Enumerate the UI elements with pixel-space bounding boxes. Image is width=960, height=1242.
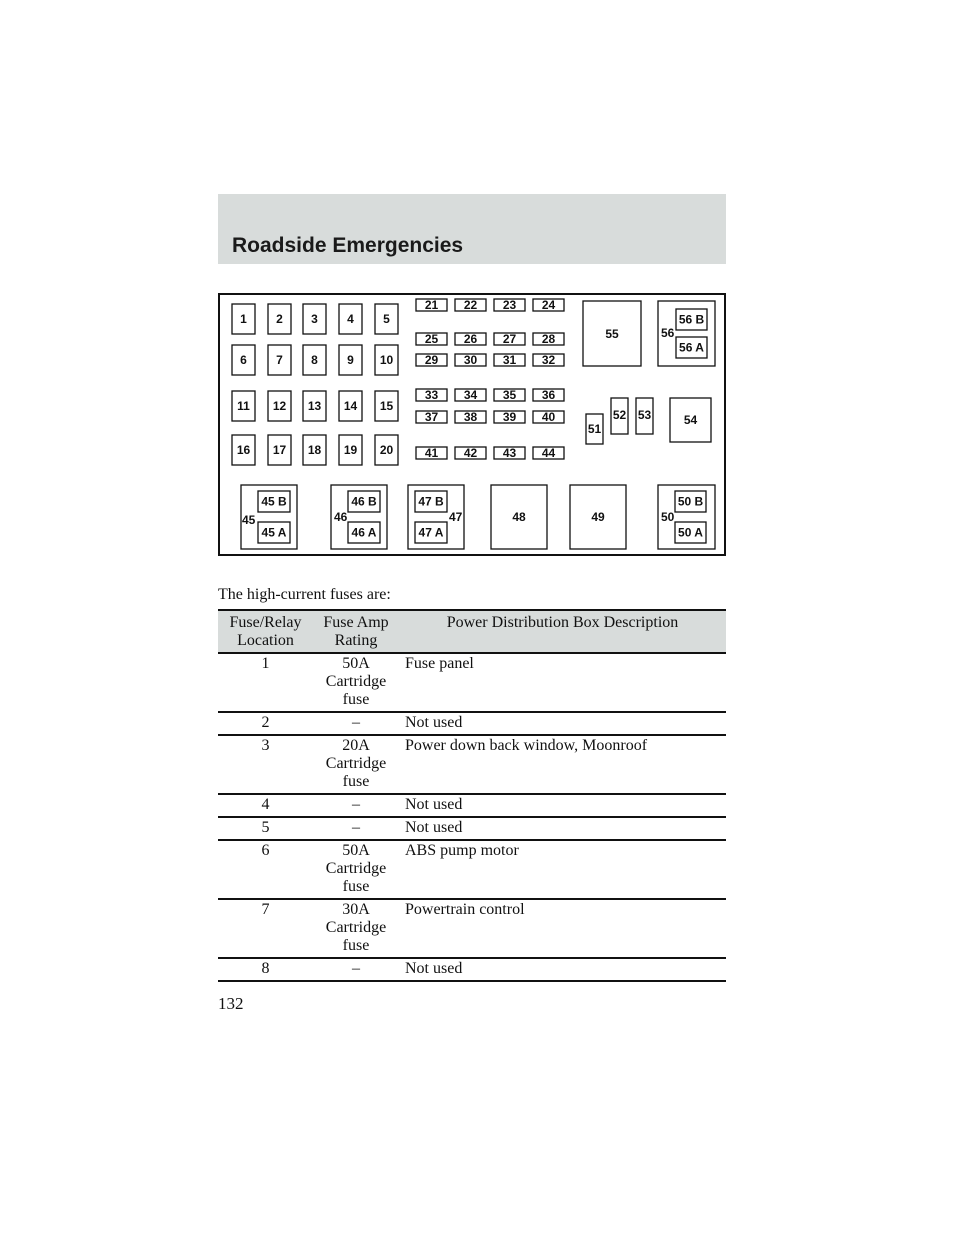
- cell-description: Not used: [399, 712, 726, 735]
- relay-label-45b: 45 B: [261, 494, 287, 509]
- relay-label-45: 45: [242, 513, 256, 527]
- relay-label-56a: 56 A: [679, 340, 704, 355]
- relay-label-49: 49: [591, 510, 605, 524]
- relay-label-50a: 50 A: [678, 525, 703, 540]
- page-number: 132: [218, 994, 244, 1013]
- cell-rating: 30A Cartridge fuse: [313, 899, 399, 958]
- fuse-label-4: 4: [347, 312, 354, 326]
- fuse-label-9: 9: [347, 353, 354, 367]
- table-row: [218, 840, 726, 899]
- header-location: Fuse/Relay Location: [218, 610, 313, 653]
- table-row: [218, 817, 726, 840]
- section-title: Roadside Emergencies: [232, 234, 464, 257]
- cell-rating: 50A Cartridge fuse: [313, 840, 399, 899]
- mini-fuse-label-36: 36: [541, 388, 556, 402]
- mini-fuse-label-26: 26: [463, 332, 478, 346]
- relay-label-47b: 47 B: [418, 494, 444, 509]
- fuse-label-6: 6: [240, 353, 247, 367]
- cell-location: 8: [218, 958, 313, 981]
- table-row: [218, 794, 726, 817]
- table-row: [218, 899, 726, 958]
- fuse-label-13: 13: [307, 399, 322, 413]
- fuse-label-2: 2: [276, 312, 283, 326]
- fuse-label-12: 12: [272, 399, 287, 413]
- cell-rating: –: [313, 817, 399, 840]
- cell-rating: 50A Cartridge fuse: [313, 653, 399, 712]
- cell-location: 7: [218, 899, 313, 958]
- relay-label-51: 51: [587, 422, 602, 436]
- mini-fuse-label-32: 32: [541, 353, 556, 367]
- mini-fuse-label-34: 34: [463, 388, 478, 402]
- mini-fuse-label-42: 42: [463, 446, 478, 460]
- mini-fuse-label-30: 30: [463, 353, 478, 367]
- cell-description: Power down back window, Moonroof: [399, 735, 726, 794]
- high-current-fuse-table: [218, 609, 726, 982]
- fuse-label-17: 17: [272, 443, 287, 457]
- cell-description: Powertrain control: [399, 899, 726, 958]
- cell-rating: –: [313, 794, 399, 817]
- mini-fuse-label-40: 40: [541, 410, 556, 424]
- mini-fuse-label-38: 38: [463, 410, 478, 424]
- cell-location: 6: [218, 840, 313, 899]
- cell-location: 1: [218, 653, 313, 712]
- relay-label-54: 54: [683, 413, 698, 427]
- relay-label-47: 47: [449, 510, 463, 524]
- table-row: [218, 735, 726, 794]
- cell-rating: –: [313, 712, 399, 735]
- intro-text: The high-current fuses are:: [218, 586, 391, 603]
- relay-label-56: 56: [661, 326, 675, 340]
- mini-fuse-label-39: 39: [502, 410, 517, 424]
- cell-description: ABS pump motor: [399, 840, 726, 899]
- cell-description: Not used: [399, 794, 726, 817]
- relay-label-46a: 46 A: [351, 525, 377, 540]
- fuse-label-1: 1: [240, 312, 247, 326]
- fuse-label-19: 19: [343, 443, 358, 457]
- mini-fuse-label-33: 33: [424, 388, 439, 402]
- header-description: Power Distribution Box Description: [399, 610, 726, 653]
- cell-location: 4: [218, 794, 313, 817]
- cell-location: 3: [218, 735, 313, 794]
- cell-description: Not used: [399, 958, 726, 981]
- fuse-label-14: 14: [343, 399, 358, 413]
- mini-fuse-label-27: 27: [502, 332, 517, 346]
- mini-fuse-label-31: 31: [502, 353, 517, 367]
- mini-fuse-label-43: 43: [502, 446, 517, 460]
- relay-label-50: 50: [661, 510, 675, 524]
- mini-fuse-label-24: 24: [541, 298, 556, 312]
- fuse-label-7: 7: [276, 353, 283, 367]
- relay-label-50b: 50 B: [677, 494, 704, 509]
- mini-fuse-label-21: 21: [424, 298, 439, 312]
- relay-label-48: 48: [512, 510, 526, 524]
- mini-fuse-label-25: 25: [424, 332, 439, 346]
- fuse-label-18: 18: [307, 443, 322, 457]
- relay-label-45a: 45 A: [261, 525, 287, 540]
- cell-rating: –: [313, 958, 399, 981]
- mini-fuse-label-44: 44: [541, 446, 556, 460]
- cell-description: Not used: [399, 817, 726, 840]
- fuse-label-20: 20: [379, 443, 394, 457]
- fuse-label-8: 8: [311, 353, 318, 367]
- cell-location: 2: [218, 712, 313, 735]
- fuse-label-3: 3: [311, 312, 318, 326]
- table-row: [218, 712, 726, 735]
- relay-label-56b: 56 B: [678, 312, 705, 327]
- mini-fuse-label-29: 29: [424, 353, 439, 367]
- fuse-box-svg: [220, 295, 724, 554]
- relay-label-46b: 46 B: [351, 494, 377, 509]
- relay-label-53: 53: [637, 408, 652, 422]
- mini-fuse-label-35: 35: [502, 388, 517, 402]
- cell-location: 5: [218, 817, 313, 840]
- mini-fuse-label-28: 28: [541, 332, 556, 346]
- fuse-label-5: 5: [383, 312, 390, 326]
- relay-label-47a: 47 A: [418, 525, 444, 540]
- fuse-box-diagram: [218, 293, 726, 556]
- relay-label-46: 46: [334, 510, 348, 524]
- fuse-label-15: 15: [379, 399, 394, 413]
- relay-label-52: 52: [612, 408, 627, 422]
- header-rating: Fuse Amp Rating: [313, 610, 399, 653]
- mini-fuse-label-37: 37: [424, 410, 439, 424]
- section-header-band: [218, 194, 726, 264]
- cell-description: Fuse panel: [399, 653, 726, 712]
- mini-fuse-label-41: 41: [424, 446, 439, 460]
- table-row: [218, 653, 726, 712]
- fuse-label-10: 10: [379, 353, 394, 367]
- relay-label-55: 55: [605, 327, 619, 341]
- mini-fuse-label-22: 22: [463, 298, 478, 312]
- fuse-label-11: 11: [237, 399, 250, 413]
- fuse-label-16: 16: [236, 443, 251, 457]
- table-header-row: [218, 610, 726, 653]
- mini-fuse-label-23: 23: [502, 298, 517, 312]
- table-row: [218, 958, 726, 981]
- cell-rating: 20A Cartridge fuse: [313, 735, 399, 794]
